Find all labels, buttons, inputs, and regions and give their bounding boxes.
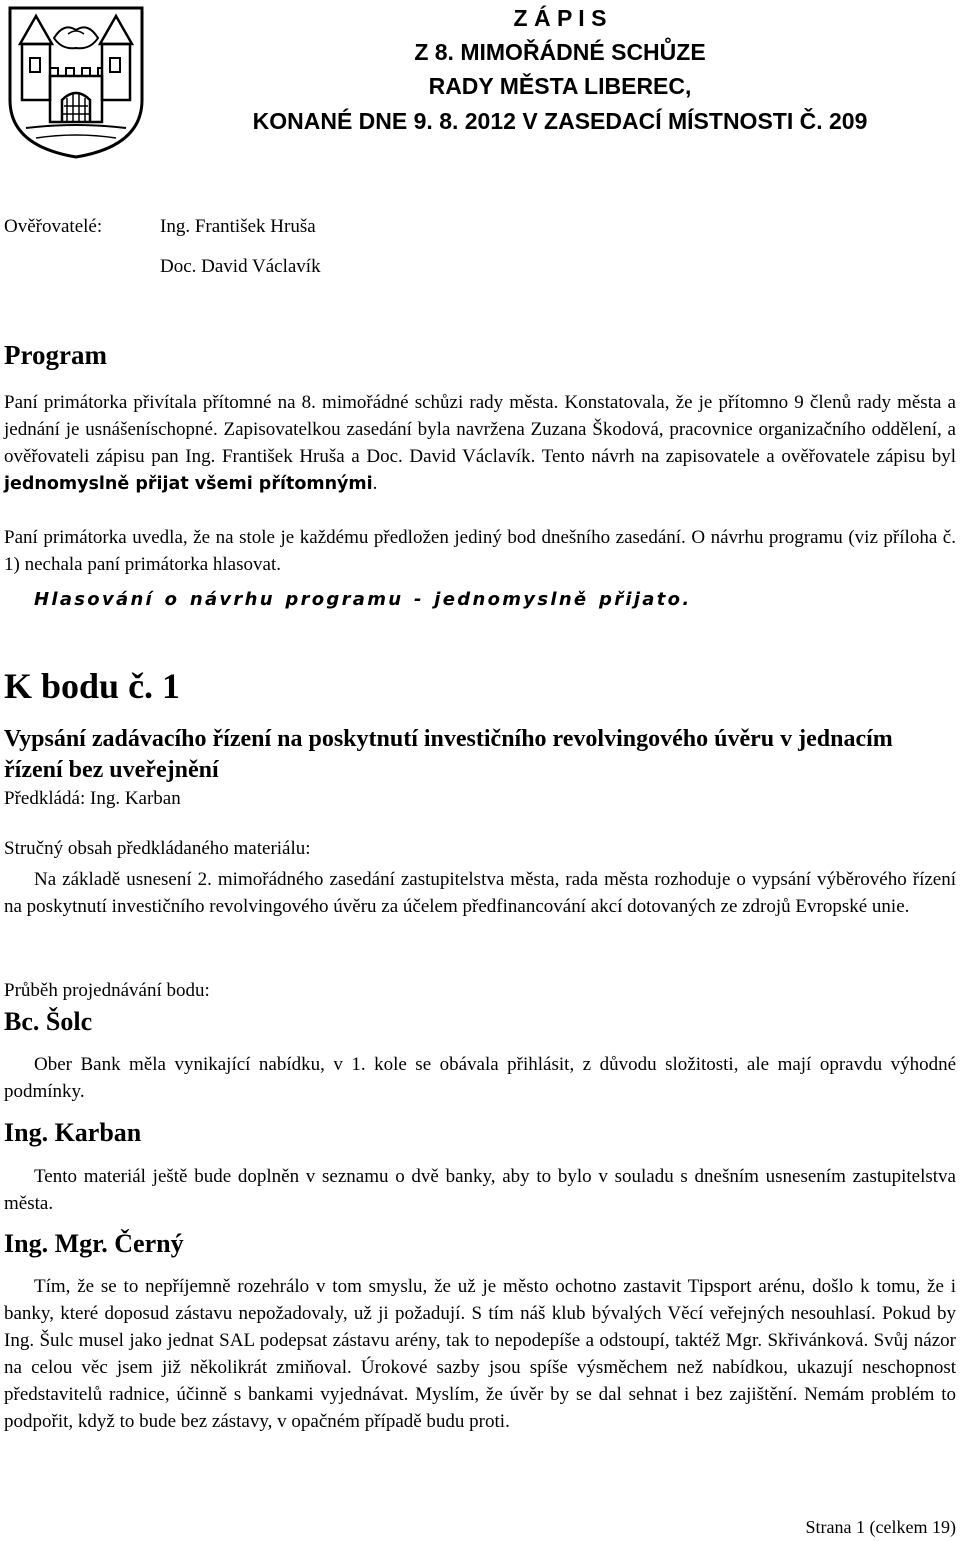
summary-label: Stručný obsah předkládaného materiálu: (4, 838, 311, 859)
speaker-text: Ober Bank měla vynikající nabídku, v 1. kole se obávala přihlásit, z důvodu složitosti, ale mají opravdu výhodné podmínky. (4, 1054, 956, 1102)
item-title: Vypsání zadávacího řízení na poskytnutí investičního revolvingového úvěru v jednacím řízení bez uveřejnění (4, 726, 893, 783)
program-vote-result: Hlasování o návrhu programu - jednomyslně přijato. (34, 589, 692, 610)
city-coat-of-arms-icon (6, 4, 146, 160)
page-number: Strana 1 (celkem 19) (805, 1517, 956, 1537)
summary-text: Na základě usnesení 2. mimořádného zasedání zastupitelstva města, rada města rozhoduje o vypsání výběrového řízení na poskytnutí investičního revolvingového úvěru za účelem předfinancování akcí dotovaných ze zdrojů Evropské unie. (4, 869, 956, 917)
doc-subtitle-1: Z 8. MIMOŘÁDNÉ SCHŮZE (414, 39, 706, 65)
program-paragraph-1: Paní primátorka přivítala přítomné na 8. mimořádné schůzi rady města. Konstatovala, že je přítomno 9 členů rady města a jednání je usnášeníschopné. Zapisovatelkou zasedání byla navržena Zuzana Škodová, pracovnice organizačního oddělení, a ověřovateli zápisu pan Ing. František Hruša a Doc. David Václavík. Tento návrh na zapisovatele a ověřovatele zápisu byl jednomyslně přijat všemi přítomnými. (4, 392, 956, 494)
verifier-name: Doc. David Václavík (160, 256, 321, 277)
verifiers-label: Ověřovatelé: (4, 216, 103, 237)
speaker-name: Ing. Mgr. Černý (4, 1229, 184, 1258)
speaker-name: Ing. Karban (4, 1118, 142, 1147)
section-heading-program: Program (4, 340, 107, 370)
verifier-name: Ing. František Hruša (160, 216, 316, 237)
speaker-name: Bc. Šolc (4, 1007, 93, 1036)
speaker-text: Tím, že se to nepříjemně rozehrálo v tom smyslu, že už je město ochotno zastavit Tipsport arénu, došlo k tomu, že i banky, které doposud zástavu nepožadovaly, už ji požadují. S tím náš klub bývalých Věcí veřejných nesouhlasí. Pokud by Ing. Šulc musel jako jednat SAL podepsat zástavu arény, tak to nepodepíše a odstoupí, taktéž Mgr. Skřivánková. Svůj názor na celou věc jsem již několikrát zmiňoval. Úrokové sazby jsou spíše výsměchem než nabídkou, ukazují neschopnost představitelů radnice, účinně s bankami vyjednávat. Myslím, že úvěr by se dal sehnat i bez zajištění. Nemám problém to podpořit, když to bude bez zástavy, v opačném případě budu proti. (4, 1276, 956, 1432)
item-presenter: Předkládá: Ing. Karban (4, 788, 181, 809)
program-paragraph-2: Paní primátorka uvedla, že na stole je každému předložen jediný bod dnešního zasedání. O návrhu programu (viz příloha č. 1) nechala paní primátorka hlasovat. (4, 527, 956, 575)
progress-label: Průběh projednávání bodu: (4, 980, 210, 1001)
unanimous-approval: jednomyslně přijat všemi přítomnými (4, 474, 373, 494)
doc-subtitle-3: KONANÉ DNE 9. 8. 2012 V ZASEDACÍ MÍSTNOSTI Č. 209 (252, 108, 868, 134)
doc-subtitle-2: RADY MĚSTA LIBEREC, (428, 73, 692, 99)
item-heading: K bodu č. 1 (4, 666, 181, 706)
doc-title: Z Á P I S (513, 5, 607, 31)
speaker-text: Tento materiál ještě bude doplněn v seznamu o dvě banky, aby to bylo v souladu s dnešním usnesením zastupitelstva města. (4, 1166, 956, 1214)
